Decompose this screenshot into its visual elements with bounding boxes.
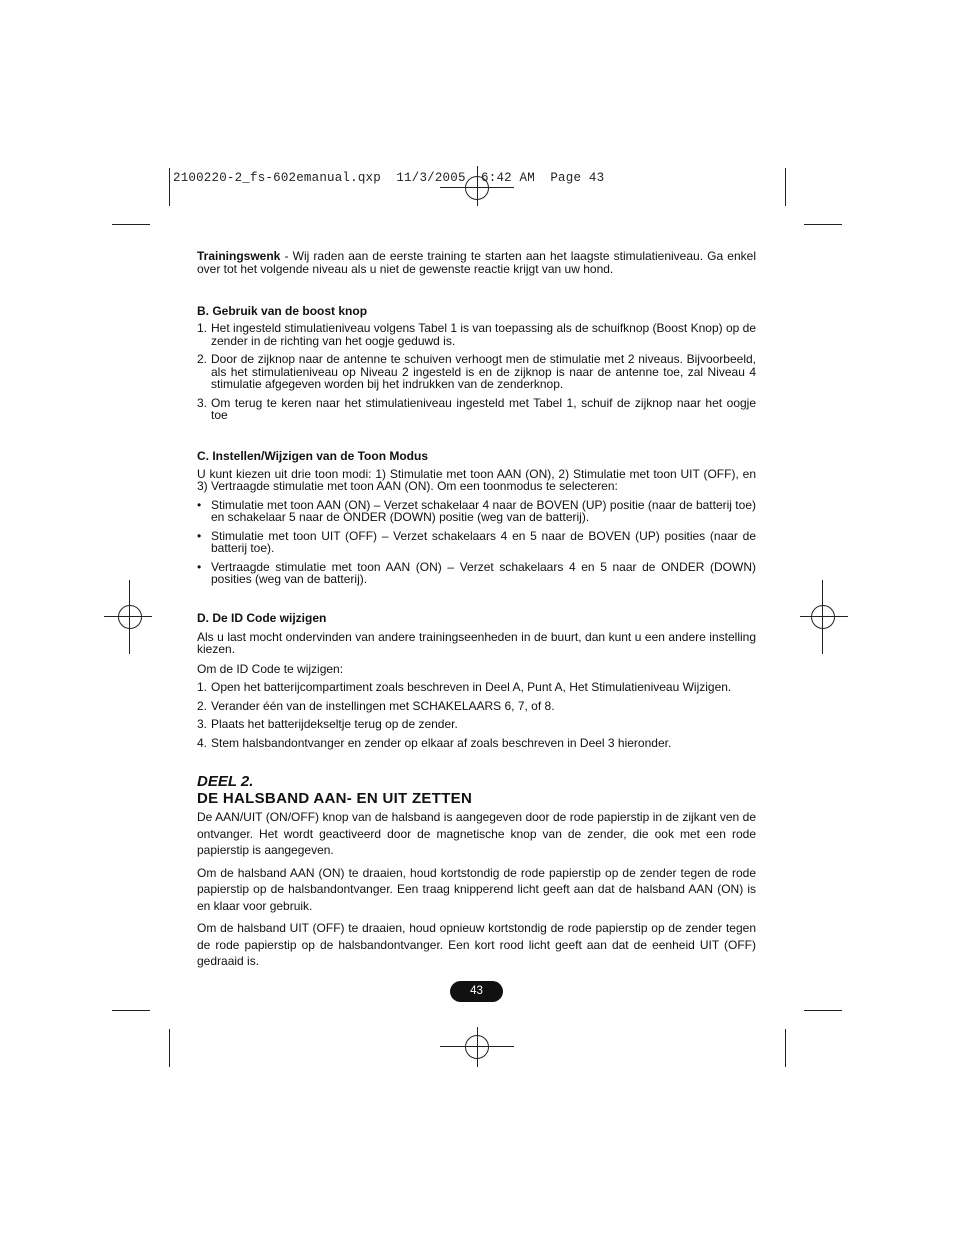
section-d-list xyxy=(197,681,756,749)
crop-mark xyxy=(169,1029,170,1067)
training-tip xyxy=(197,250,756,275)
bullet-icon: • xyxy=(197,528,202,543)
list-item xyxy=(197,737,756,750)
list-item-text: Het ingesteld stimulatieniveau volgens Tabel 1 is van toepassing als de schuifknop (Boost Knop) op de zender in de richting van het oogje geduwd is. xyxy=(211,321,756,348)
list-item-number: 3. xyxy=(197,395,208,410)
list-item-number: 1. xyxy=(197,680,208,694)
training-tip-label: Trainingswenk xyxy=(197,249,281,263)
list-item xyxy=(197,353,756,391)
page-number: 43 xyxy=(450,981,503,1002)
list-item-number: 2. xyxy=(197,352,208,366)
section-c-bullets xyxy=(197,499,756,586)
part-title: DE HALSBAND AAN- EN UIT ZETTEN xyxy=(197,790,473,807)
list-item-text: Door de zijknop naar de antenne te schuiven verhoogt men de stimulatie met 2 niveaus. Bijvoorbeeld, als het stimulatieniveau op Niveau 2 ingesteld is en de zijknop is naar de antenne toe, zal Niveau 4 stimulatie afgegeven worden bij het indrukken van de zenderknop. xyxy=(211,352,756,391)
list-item-number: 1. xyxy=(197,321,208,335)
crop-mark xyxy=(785,168,786,206)
registration-line xyxy=(129,580,130,654)
list-item xyxy=(197,718,756,731)
list-item-text: Stimulatie met toon UIT (OFF) – Verzet schakelaars 4 en 5 naar de BOVEN (UP) posities (naar de batterij toe). xyxy=(211,528,756,555)
part-label: DEEL 2. xyxy=(197,773,254,790)
training-tip-text: - Wij raden aan de eerste training te starten aan het laagste stimulatieniveau. Ga enkel over tot het volgende niveau als u niet de gewenste reactie krijgt van uw hond. xyxy=(197,249,756,276)
paragraph: Om de halsband AAN (ON) te draaien, houd kortstondig de rode papierstip op de zender tegen de rode papierstip op de halsbandontvanger. Een traag knipperend licht geeft aan dat de halsband AAN (ON) is en klaar voor gebruik. xyxy=(197,865,756,913)
list-item xyxy=(197,681,756,694)
registration-line xyxy=(800,616,848,617)
paragraph: De AAN/UIT (ON/OFF) knop van de halsband is aangegeven door de rode papierstip in de zijkant ven de ontvanger. Het wordt geactiveerd door de magnetische knop van de zender, die ook met een rode papierstip is aangegeven. xyxy=(197,810,756,857)
crop-mark xyxy=(804,224,842,225)
list-item xyxy=(197,322,756,347)
registration-mark xyxy=(118,605,142,629)
registration-line xyxy=(822,580,823,654)
list-item xyxy=(197,397,756,422)
registration-mark xyxy=(811,605,835,629)
paragraph: Om de halsband UIT (OFF) te draaien, houd opnieuw kortstondig de rode papierstip op de zender tegen de rode papierstip op de halsbandontvanger. Een kort rood licht geeft aan dat de eenheid UIT (OFF) gedraaid is. xyxy=(197,921,756,968)
crop-mark xyxy=(785,1029,786,1067)
list-item xyxy=(197,530,756,555)
crop-mark xyxy=(112,224,150,225)
list-item-text: Vertraagde stimulatie met toon AAN (ON) – Verzet schakelaars 4 en 5 naar de ONDER (DOWN) posities (weg van de batterij). xyxy=(211,559,756,586)
section-b-list xyxy=(197,322,756,422)
section-d-intro: Als u last mocht ondervinden van andere trainingseenheden in de buurt, dan kunt u een andere instelling kiezen. xyxy=(197,629,756,656)
registration-line xyxy=(104,616,152,617)
print-slug: 2100220-2_fs-602emanual.qxp 11/3/2005 6:42 AM Page 43 xyxy=(173,171,605,185)
section-b-heading: B. Gebruik van de boost knop xyxy=(197,304,368,318)
section-c-heading: C. Instellen/Wijzigen van de Toon Modus xyxy=(197,448,429,463)
section-d-heading: D. De ID Code wijzigen xyxy=(197,610,327,625)
list-item xyxy=(197,561,756,586)
crop-mark xyxy=(169,168,170,206)
list-item xyxy=(197,700,756,713)
list-item-number: 3. xyxy=(197,717,208,731)
section-d-lead: Om de ID Code te wijzigen: xyxy=(197,661,344,676)
list-item-text: Verander één van de instellingen met SCHAKELAARS 6, 7, of 8. xyxy=(211,698,555,713)
list-item xyxy=(197,499,756,524)
list-item-text: Open het batterijcompartiment zoals beschreven in Deel A, Punt A, Het Stimulatieniveau Wijzigen. xyxy=(211,680,732,694)
crop-mark xyxy=(804,1010,842,1011)
list-item-text: Stem halsbandontvanger en zender op elkaar af zoals beschreven in Deel 3 hieronder. xyxy=(211,735,672,750)
list-item-number: 4. xyxy=(197,735,208,750)
list-item-text: Om terug te keren naar het stimulatieniveau ingesteld met Tabel 1, schuif de zijknop naar het oogje toe xyxy=(211,395,756,422)
registration-line xyxy=(477,1027,478,1067)
crop-mark xyxy=(112,1010,150,1011)
bullet-icon: • xyxy=(197,497,202,512)
page-content xyxy=(197,250,756,970)
section-c-intro: U kunt kiezen uit drie toon modi: 1) Stimulatie met toon AAN (ON), 2) Stimulatie met toon UIT (OFF), en 3) Vertraagde stimulatie met toon AAN (ON). Om een toonmodus te selecteren: xyxy=(197,466,756,493)
part-2-body xyxy=(197,809,756,970)
list-item-text: Plaats het batterijdekseltje terug op de zender. xyxy=(211,717,458,731)
list-item-text: Stimulatie met toon AAN (ON) – Verzet schakelaar 4 naar de BOVEN (UP) positie (naar de batterij toe) en schakelaar 5 naar de ONDER (DOWN) positie (weg van de batterij). xyxy=(211,497,756,524)
bullet-icon: • xyxy=(197,559,202,574)
list-item-number: 2. xyxy=(197,698,208,713)
